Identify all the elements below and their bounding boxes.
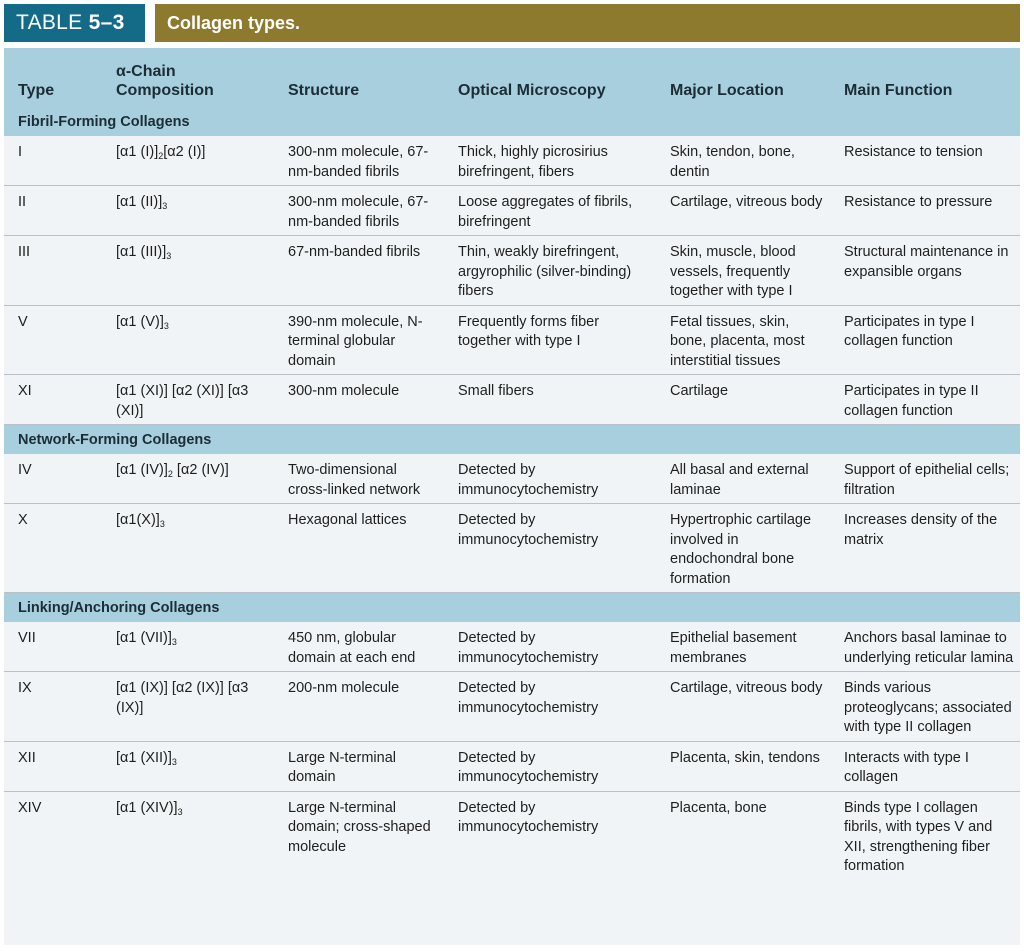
cell-major-location: Cartilage, vitreous body [656,672,830,742]
cell-structure: Large N-terminal domain; cross-shaped molecule [288,799,431,855]
chain-text: [α1 (IX)] [α2 (IX)] [α3 (IX)] [116,680,249,716]
cell-major-location: Fetal tissues, skin, bone, placenta, most interstitial tissues [656,305,830,375]
cell-optical-microscopy: Detected by immunocytochemistry [444,504,656,593]
cell-optical-microscopy: Loose aggregates of fibrils, birefringent [444,186,656,236]
chain-subscript: 2 [167,469,173,479]
table-row [4,136,1020,186]
cell-main-function: Anchors basal laminae to underlying reticular lamina [830,622,1020,672]
cell-structure: 67-nm-banded fibrils [274,236,444,306]
cell-main-function: Resistance to pressure [830,186,1020,236]
chain-text: [α1 (III)] [116,244,167,260]
cell-structure: 300-nm molecule, 67-nm-banded fibrils [274,136,444,186]
table-row [4,305,1020,375]
cell-structure: Two-dimensional cross-linked network [274,454,444,504]
cell-major-location: Placenta, bone [670,799,767,816]
cell-optical-microscopy: Thick, highly picrosirius birefringent, fibers [444,136,656,186]
table-row [4,375,1020,425]
section-title: Linking/Anchoring Collagens [4,593,1020,623]
table-row [4,672,1020,742]
cell-chain-composition [102,741,274,791]
cell-type: VII [4,622,102,672]
cell-optical-microscopy: Detected by immunocytochemistry [444,454,656,504]
cell-type: III [4,236,102,306]
cell-optical-microscopy: Detected by immunocytochemistry [444,741,656,791]
cell-chain-composition [102,622,274,672]
chain-subscript: 2 [158,151,164,161]
cell-chain-composition [102,136,274,186]
cell-chain-composition [102,236,274,306]
header-major-location: Major Location [656,48,830,107]
table-row [4,454,1020,504]
table-number-label [4,4,145,42]
cell-structure: Large N-terminal domain [274,741,444,791]
chain-subscript: 3 [163,320,169,331]
cell-chain-composition [102,305,274,375]
cell-main-function: Support of epithelial cells; filtration [830,454,1020,504]
cell-major-location: Placenta, skin, tendons [656,741,830,791]
collagen-types-table [4,48,1020,880]
cell-structure: 300-nm molecule, 67-nm-banded fibrils [274,186,444,236]
cell-main-function: Interacts with type I collagen [830,741,1020,791]
header-chain-composition [102,48,274,107]
cell-chain-composition [102,672,274,742]
table-row [4,236,1020,306]
cell-type: X [4,504,102,593]
cell-major-location: Cartilage, vitreous body [656,186,830,236]
cell-type: XI [4,375,102,425]
cell-structure: 300-nm molecule [274,375,444,425]
cell-chain-composition [102,454,274,504]
table-tag-number: 5–3 [88,11,125,34]
cell-chain-composition [102,791,274,880]
chain-text: [α1 (I)] [116,144,159,160]
cell-optical-microscopy: Detected by immunocytochemistry [444,622,656,672]
cell-optical-microscopy: Frequently forms fiber together with type I [444,305,656,375]
chain-text: [α1 (XI)] [α2 (XI)] [α3 (XI)] [116,383,249,419]
table-caption: Collagen types. [155,4,1020,42]
table-header-row [4,48,1020,107]
cell-optical-microscopy: Detected by immunocytochemistry [444,672,656,742]
cell-major-location: Skin, tendon, bone, dentin [656,136,830,186]
cell-structure: 450 nm, globular domain at each end [274,622,444,672]
cell-type: IX [4,672,102,742]
header-chain-line1: α-Chain [116,63,176,80]
table-body [4,107,1020,880]
chain-text: [α1 (V)] [116,313,164,330]
header-optical-microscopy: Optical Microscopy [444,48,656,107]
cell-optical-microscopy: Small fibers [444,375,656,425]
table-tag-prefix: TABLE [16,11,83,34]
cell-main-function: Structural maintenance in expansible organs [830,236,1020,306]
cell-main-function: Binds various proteoglycans; associated with type II collagen [830,672,1020,742]
chain-text: [α1 (XIV)] [116,799,178,816]
cell-main-function: Participates in type II collagen function [830,375,1020,425]
cell-structure: Hexagonal lattices [274,504,444,593]
cell-main-function: Participates in type I collagen function [830,305,1020,375]
cell-type: II [4,186,102,236]
cell-chain-composition [102,375,274,425]
table-row [4,741,1020,791]
chain-subscript: 3 [162,201,168,211]
chain-subscript: 3 [171,756,177,767]
cell-chain-composition [102,186,274,236]
chain-subscript: 3 [159,519,165,529]
cell-type: XII [4,741,102,791]
section-title: Network-Forming Collagens [4,425,1020,455]
cell-structure: 390-nm molecule, N-terminal globular domain [274,305,444,375]
cell-major-location: All basal and external laminae [656,454,830,504]
chain-text: [α1 (II)] [116,194,163,210]
chain-subscript: 3 [177,806,183,817]
cell-type: IV [4,454,102,504]
section-title: Fibril-Forming Collagens [4,107,1020,136]
cell-major-location: Skin, muscle, blood vessels, frequently together with type I [656,236,830,306]
header-chain-line2: Composition [116,82,214,99]
header-type: Type [4,48,102,107]
chain-text: [α2 (I)] [163,144,206,160]
header-main-function: Main Function [830,48,1020,107]
cell-structure: 200-nm molecule [274,672,444,742]
table-row [4,791,1020,880]
cell-major-location: Epithelial basement membranes [656,622,830,672]
section-header-row [4,107,1020,136]
cell-main-function: Increases density of the matrix [830,504,1020,593]
chain-text: [α1 (IV)] [116,462,168,478]
cell-chain-composition [102,504,274,593]
cell-type: XIV [18,799,42,816]
cell-type: V [4,305,102,375]
chain-text: [α1 (VII)] [116,630,172,646]
cell-major-location: Hypertrophic cartilage involved in endochondral bone formation [656,504,830,593]
chain-text: [α1(X)] [116,512,160,528]
chain-text: [α2 (IV)] [172,462,229,478]
cell-optical-microscopy: Thin, weakly birefringent, argyrophilic (silver-binding) fibers [444,236,656,306]
table-row [4,622,1020,672]
cell-main-function: Binds type I collagen fibrils, with types V and XII, strengthening fiber formation [844,799,993,874]
chain-text: [α1 (XII)] [116,749,172,766]
collagen-table-container [4,48,1020,945]
cell-optical-microscopy: Detected by immunocytochemistry [458,799,599,835]
cell-type: I [4,136,102,186]
chain-subscript: 3 [166,251,172,261]
table-title-bar [4,4,1020,42]
chain-subscript: 3 [171,637,177,647]
cell-major-location: Cartilage [656,375,830,425]
table-row [4,186,1020,236]
section-header-row [4,593,1020,623]
table-row [4,504,1020,593]
cell-main-function: Resistance to tension [830,136,1020,186]
header-structure: Structure [274,48,444,107]
section-header-row [4,425,1020,455]
